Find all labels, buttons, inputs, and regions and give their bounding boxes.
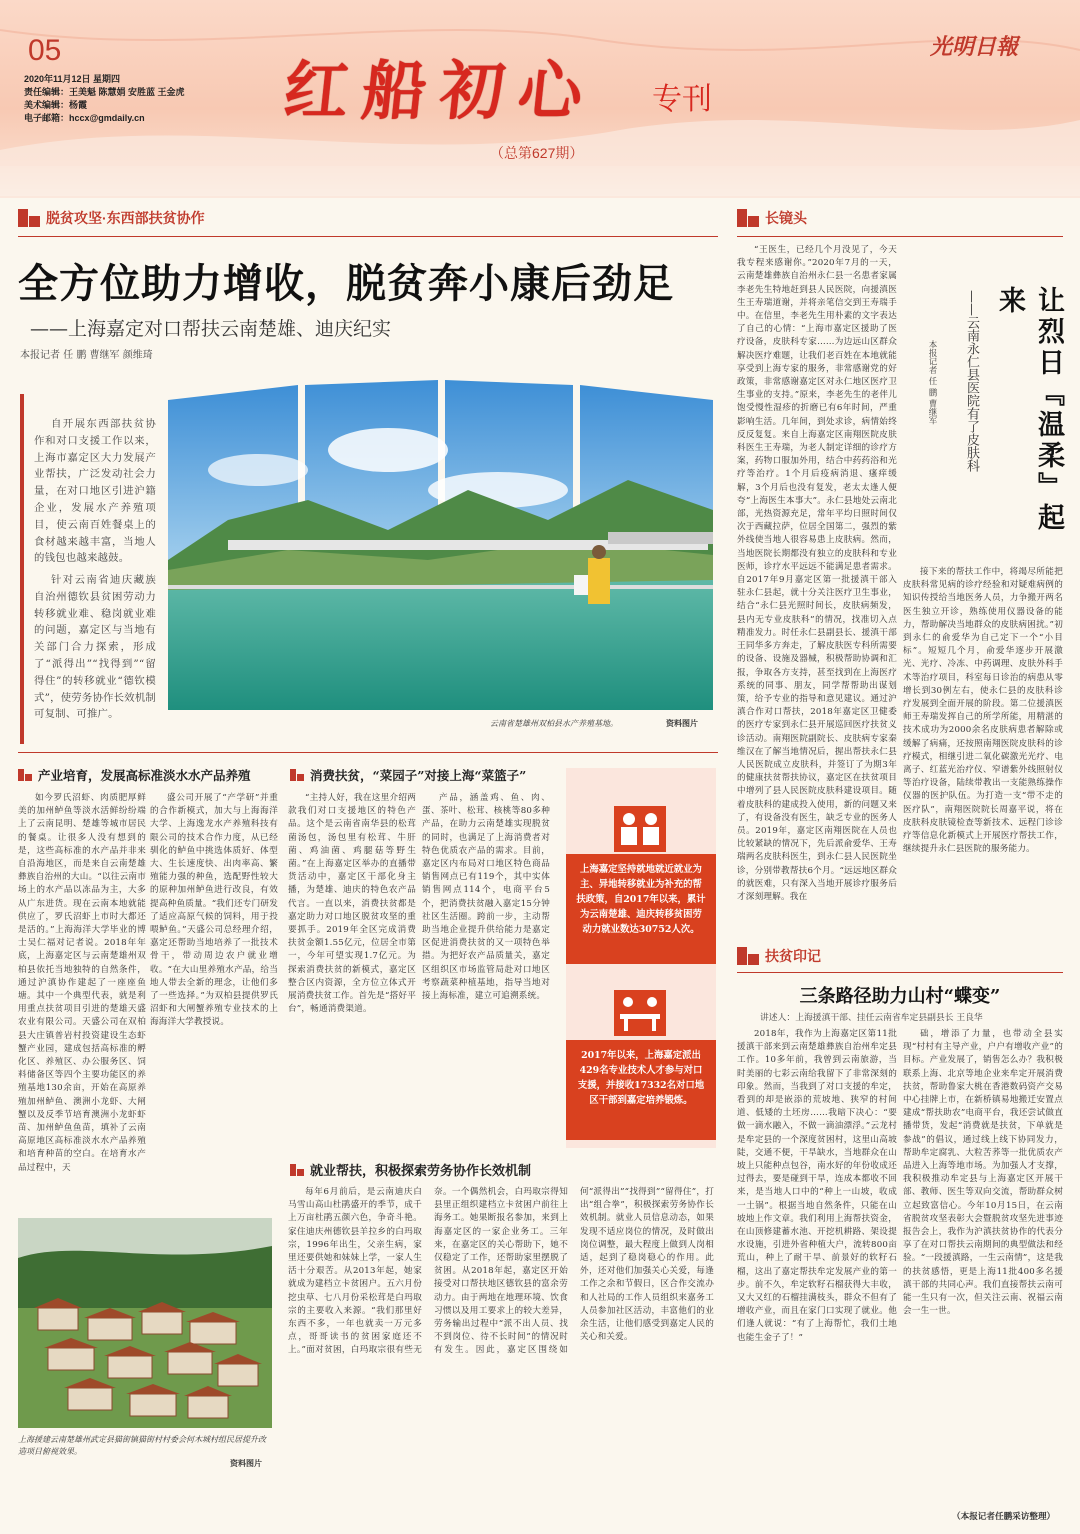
main-byline: 本报记者 任 鹏 曹继军 颜维琦 (20, 350, 153, 361)
responsible-editors: 责任编辑：王美魁 陈慧娟 安胜蓝 王金虎 (24, 87, 185, 97)
column-1-text: 如今罗氏沼虾、肉质肥厚鲜美的加州鲈鱼等淡水活鲜纷纷端上了云南昆明、楚雄等城市居民的餐桌。让很多人没有想到的是，这些高标准的水产品并非来自沿海地区，而是来自云南楚雄彝族自治州的大山。“以往云南市场上的水产品以冻品为主，大多从广东进货。现在云南本地就能供应了，罗氏沼虾上市时大都还是活的。”上海海洋大学毕业的博士吴仁福对记者说。2018年年底，上海嘉定区与云南楚雄州双柏县依托当地独特的自然条件，通过沪滇协作建起了一座座鱼塘。其中一个典型代表，就是利用重点扶贫项目引进的楚雄天盛农业有限公司。天盛公司在双柏县大庄镇普岩村投资建设生态虾蟹产业园，建成包括高标准的孵化区、养殖区、办公服务区、饲料储备区等四个主要功能区的养殖基地130余亩，开始在高原养殖加州鲈鱼、澳洲小龙虾、大闸蟹以及反季节培育澳洲小龙虾虾苗、加州鲈鱼鱼苗，填补了云南高原地区高标准淡水水产品养殖和培育种苗的空白。在培育水产品过程中，天 (18, 793, 146, 1173)
section-label: 长镜头 (765, 210, 807, 226)
section-mark-icon (737, 207, 759, 229)
section-rule (737, 972, 1063, 973)
village-photo (18, 1218, 272, 1428)
section-mark-icon (18, 207, 40, 229)
workers-icon (614, 806, 666, 852)
section-rule (737, 236, 1063, 237)
subhead-industry (18, 766, 251, 784)
aid-byline: 讲述人：上海援滇干部、挂任云南省牟定县副县长 王良华 (760, 1013, 983, 1023)
lede-paragraph-2: 针对云南省迪庆藏族自治州德钦县贫困劳动力转移就业难、稳岗就业难的问题，嘉定区与当地有关部门合力探索，形成了“派得出”“找得到”“留得住”的转移就业“德钦模式”，使劳务协作长效机制可复制、可推广。 (34, 574, 156, 721)
dermatology-subtitle: ——云南永仁县医院有了皮肤科 (964, 290, 979, 472)
subhead-label: 产业培育，发展高标准淡水水产品养殖 (38, 768, 251, 783)
column-3-text: “主持人好，我在这里介绍两款我们对口支援地区的特色产品。这个是云南省南华县的松茸菌汤包，汤包里有松茸、牛肝菌、鸡油菌、鸡腿菇等野生菌。”在上海嘉定区举办的直播带货活动中，嘉定区干部化身主播，为楚雄、迪庆的特色农产品代言。一直以来，消费扶贫都是嘉定助力对口地区脱贫攻坚的重要抓手。2019年全区完成消费扶贫金额1.55亿元，位居全市第一，今年可望实现1.7亿元。为探索消费扶贫的新模式，嘉定区整合区内资源，全方位立体式开展消费扶贫工作。首先是“搭好平台”，畅通消费渠道。 (288, 793, 416, 1015)
column-rule (18, 752, 718, 753)
page-number: 05 (28, 34, 62, 67)
callout-talent-exchange: 2017年以来，上海嘉定派出429名专业技术人才参与对口支援，并接收17332名对口地区干部到嘉定培养锻炼。 (566, 1040, 716, 1140)
section-rule (18, 236, 718, 237)
issue-number: （总第627期） (490, 145, 584, 161)
section-mark-icon (737, 945, 759, 967)
section-head-long-lens (737, 207, 807, 229)
subhead-mark-icon (290, 1163, 304, 1177)
photo-caption: 云南省楚雄州双柏县水产养殖基地。 (490, 719, 618, 728)
column-4-text: 产品，涵盖鸡、鱼、肉、蛋、茶叶、松茸、核桃等80多种产品，在助力云南楚雄实现脱贫的同时，也满足了上海消费者对特色优质农产品的需求。目前，嘉定区内布局对口地区特色商品销售网点已有119个，其中实体销售网点114个，电商平台5个，把消费扶贫融入嘉定15分钟社区生活圈。跨前一步，主动帮助当地企业提升供给能力是嘉定区促进消费扶贫的又一项特色举措。为把好农产品质量关，嘉定区组织区市场监管局赴对口地区考察蔬菜种植基地，指导当地对接上海标准，建立可追溯系统。 (422, 793, 550, 1002)
meeting-icon (614, 990, 666, 1036)
special-label: 专刊 (652, 83, 712, 116)
dermatology-headline: 让烈日『温柔』起来 (994, 286, 1064, 534)
section-label: 扶贫印记 (765, 948, 821, 964)
village-photo-credit: 资料图片 (230, 1458, 262, 1468)
section-label: 脱贫攻坚·东西部扶贫协作 (46, 210, 205, 226)
dermatology-byline: 本报记者 任 鹏 曹继军 (927, 340, 937, 425)
subhead-mark-icon (18, 768, 32, 782)
special-title: 红船初心 (280, 54, 601, 129)
subhead-employment (290, 1160, 531, 1179)
issue-date: 2020年11月12日 星期四 (24, 74, 121, 84)
dermatology-text-continued: 接下来的帮扶工作中，将竭尽所能把皮肤科常见病的诊疗经验和对疑难病例的知识传授给当地医务人员，力争搬开两名医生独立开诊，熟练使用仪器设备的能力，帮助解决当地群众的皮肤病困扰。”初到永仁的俞爱华为自己定下一个“小目标”。短短几个月，俞爱华逐步开展激光、光疗、冷冻、中药调理、皮肤外科手术等治疗项目，科室每日诊治的病患从零增长到30例左右，使永仁县的皮肤科诊疗发展到全面开展的阶段。第二位援滇医师王寿瑞发挥自己的所学所能，用精湛的技术成功为2000余名皮肤病患者解除或缓解了病痛，还按照南翔医院皮肤科的诊疗模式，相继引进二氧化碳激光光疗、电离子、红蓝光治疗仪、窄谱紫外线照射仪等治疗设备，陆续带教出一支能熟练操作仪器的医护队伍。为打造一支“带不走的医疗队”，南翔医院院长周嘉平说，将在皮肤科皮肤镜检查等新技术、远程门诊诊疗等信息化新模式上开展医疗帮扶工作，继续提升永仁县医院的服务能力。 (903, 567, 1063, 855)
aid-headline: 三条路径助力山村“蝶变” (799, 986, 1001, 1007)
dermatology-text: “王医生，已经几个月没见了，今天我专程来感谢你。”2020年7月的一天，云南楚雄彝族自治州永仁县一名患者家属李老先生特地赶到县人民医院，向援滇医生王寿瑞道谢，并将亲笔信交到王寿瑞手中。在信里，李老先生用朴素的文字表达了自己的心情：“上海市嘉定区援助了医疗设备，皮肤科专家……为边远山区群众解决医疗难题，让我们老百姓在本地就能享受到上海专家的服务，非常感谢党的好政策，非常感谢嘉定区对永仁地区医疗卫生事业的支持。”原来，李老先生的老伴儿饱受慢性湿疹的折磨已有6年时间，严重影响生活。几年间，到处求诊，病情始终反反复复。来自上海嘉定区南翔医院皮肤科医生王寿瑞，为老人制定详细的诊疗方案，药物口服加外用，结合中药药浴和光疗等治疗。1个月后疫病消退、瘙痒缓解，3个月后也没有复发，老太太逢人便夸“上海医生本事大”。永仁县地处云南北部，光热资源充足，常年平均日照时间仅次于西藏拉萨，位居全国第二，强烈的紫外线使当地人很容易患上皮肤病。然而，当地医院长期都没有独立的皮肤科和专业医师，诊疗水平远远不能满足患者需求。自2017年9月嘉定区第一批援滇干部入驻永仁县起，就十分关注医疗卫生事业，结合“永仁县光照时间长，皮肤病频发，县内无专业皮肤科”的情况，找准切入点精准发力。时任永仁县副县长、援滇干部王同华多方奔走，了解皮肤医专科所需要的设备、设施及器械，积极帮助协调和汇报，争取各方支持，甚至找到在上海医疗系统的同事、朋友，同学帮帮助出谋划策，给予专业的指导和意见建议。通过沪滇合作对口帮扶，2018年嘉定区卫健委的医疗专家到永仁县开展巡回医疗扶贫义诊活动。南翔医院副院长、皮肤病专家秦维汉在了解当地情况后，握出帮扶永仁县人民医院成立皮肤科，并签订了为期3年的健康扶贫帮扶协议，嘉定区在扶贫项目中增列了县人民医院皮肤科建设项目。随着皮肤科的建成投入使用，新的问题又来了，有设备没有医生，缺乏专业的医务人员。2019年，嘉定区南翔医院在人员也比较紧缺的情况下，先后派俞爱华、王寿瑞两名皮肤科医生，到永仁县人民医院坐诊，分别带教帮扶6个月。“远远地区群众的就医难，只有深入当地开展诊疗服务后才深刻理解。我在 (737, 245, 897, 902)
art-editor: 美术编辑：杨霞 (24, 100, 88, 110)
subhead-mark-icon (290, 768, 304, 782)
section-head-poverty-imprint (737, 945, 821, 967)
lede-paragraph-1: 自开展东西部扶贫协作和对口支援工作以来，上海市嘉定区大力发展产业帮扶，广泛发动社会力量，在对口地区引进沪籍企业，发展水产养殖项目，使云南百姓餐桌上的食材越来越丰富，当地人的钱包也越来越鼓。 (34, 418, 156, 565)
aid-text: 2018年，我作为上海嘉定区第11批援滇干部来到云南楚雄彝族自治州牟定县工作。10多年前，我曾到云南旅游，当时美丽的七彩云南给我留下了非常深刻的印象。然而，当我到了对口支援的牟定，看到的却是嵌添的荒坡地、狭窄的村间道、低矮的土坯房……我暗下决心：“要做一滴水融入，不做一滴油漂浮。”云龙村是牟定县的一个深度贫困村，这里山高坡陡，交通不便，干旱缺水，当地群众在山坡上只能种点包谷，南水好的年份收成还过得去，要是碰到干旱，连成本都收不回来，是当地人口中的“种上一山坡，收成一土锅”。根据当地自然条件，只能在山坡地上作文章。我们利用上海帮扶资金，在山顶修建蓄水池、开挖机耕路、架设提水设施，引进外省种植大户，流转800亩荒山，种上了耐干旱、前景好的软籽石榴，这出了嘉定帮扶牟定发展产业的第一步。前不久，牟定软籽石榴获得大丰收，又大又红的石榴挂满枝头，群众不但有了增收产业，而且在家门口实现了就业。他们逢人就说：“有了上海帮忙，我们土地也能生金子了！” (737, 1029, 897, 1343)
editor-email: 电子邮箱：hccx@gmdaily.cn (24, 113, 145, 123)
aid-text-continued: 础，增添了力量，也带动全县实现“村村有主导产业，户户有增收产业”的目标。产业发展了，销售怎么办？我积极联系上海、北京等地企业来牟定开展消费扶贫，帮助鲁家大桃在香港数码资产交易中心挂牌上市，在新桥镇易地搬迁安置点建成“帮扶助农”电商平台，我还尝试做直播带货，发起“消费就是扶贫，下单就是参战”的倡议，通过线上线下协同发力，帮助牟定腐乳、大粒苦荞等一批优质农产品进入上海等地市场。为加强人才支撑，我积极推动牟定县与上海嘉定区开展干部、教师、医生等双向交流，帮助群众树立起致富信心。今年10月15日，在云南省脱贫攻坚表彰大会暨脱贫攻坚先进事迹报告会上，我作为沪滇扶贫协作的代表分享了在对口帮扶云南期间的典型做法和经验。“一段援滇路，一生云南情”，这是我的扶贫感悟，更是上海11批400多名援滇干部的共同心声。我们直接帮扶云南可能一生只有一次，但关注云南、祝福云南会一生一世。 (903, 1029, 1063, 1317)
section-head-poverty (18, 207, 205, 229)
photo-credit: 资料图片 (666, 718, 698, 728)
village-photo-caption: 上海援建云南楚雄州武定县猫街镇猫街村村委会何木城村组民居提升改造项目俯视效果。 (18, 1435, 266, 1456)
subhead-consumption (290, 766, 526, 784)
aid-credit: （本报记者任鹏采访整理） (952, 1512, 1056, 1522)
fish-farm-photo (168, 380, 713, 710)
column-2-text: 盛公司开展了“产学研”并重的合作新模式，加大与上海海洋大学、上海逸龙水产养殖科技有限公司的技术合作力度，从已经驯化的鲈鱼中挑选体质好、体型大、生长速度快、出肉率高、繁殖能力强的种鱼，选配野性较大的原种加州鲈鱼进行改良，有效提高种鱼质量。“我们还专门研发了适应高原气候的饲料，用于投喂鲈鱼。”天盛公司总经理介绍，嘉定还帮助当地培养了一批技术骨干，带动周边农户就业增收。“在大山里养殖水产品，给当地人带去全新的理念，让他们多了一些选择。”为双柏县提供罗氏沼虾和大闸蟹养殖专业技术的上海海洋大学教授说。 (150, 793, 278, 1028)
callout-transfer-employment: 上海嘉定坚持就地就近就业为主、异地转移就业为补充的帮扶政策，自2017年以来，累计为云南楚雄、迪庆转移贫困劳动力就业数达30752人次。 (566, 854, 716, 964)
main-subtitle: ——上海嘉定对口帮扶云南楚雄、迪庆纪实 (30, 318, 392, 340)
lede-bar (20, 394, 24, 744)
main-headline: 全方位助力增收，脱贫奔小康后劲足 (18, 260, 674, 307)
subhead-label: 就业帮扶，积极探索劳务协作长效机制 (310, 1164, 532, 1179)
employment-article-text: 每年6月前后，是云南迪庆白马雪山高山杜鹃盛开的季节，成千上万亩杜鹃五颜六色，争奇斗艳。家住迪庆州德钦县羊拉乡的白玛取宗，1996年出生，父亲生病，家里还要供她和妹妹上学，一家人生活十分艰苦。从2013年起，她家就成为建档立卡贫困户。五六月份挖虫草、七八月份采松茸是白玛取宗的主要收入来源。“我们那里好东西不多，一年也就卖一万元多点，哥哥读书的贫困家庭还不上。”面对贫困，白玛取宗很有些无奈。一个偶然机会，白玛取宗得知县里正组织建档立卡贫困户前往上海务工。她果断报名参加，来到上海嘉定区的一家企业务工。三年来，在嘉定区的关心帮助下，她不仅稳定了工作，还帮助家里摆脱了贫困。从2018年起，嘉定区开始接受对口帮扶地区德钦县的富余劳动力。由于两地在地理环境、饮食习惯以及用工要求上的较大差异，劳务输出过程中“派不出人员、找不到岗位、待不长时间”的情况时有发生。因此，嘉定区围绕如何“派得出”“找得到”“留得住”，打出“组合拳”，积极探索劳务协作长效机制。就业人员信息动态，如果发现不适应岗位的情况，及时做出岗位调整，最大程度上做到人岗相适，起到了稳岗稳心的作用。此外，还对他们加强关心关爱，每逢工作之余和节假日，区合作交流办和人社局的工作人员组织来嘉务工人员参加社区活动，丰富他们的业余生活，让他们感受到嘉定人民的关心和关爱。 (288, 1187, 714, 1356)
newspaper-logo: 光明日報 (930, 34, 1019, 60)
subhead-label: 消费扶贫，“菜园子”对接上海“菜篮子” (310, 768, 527, 783)
